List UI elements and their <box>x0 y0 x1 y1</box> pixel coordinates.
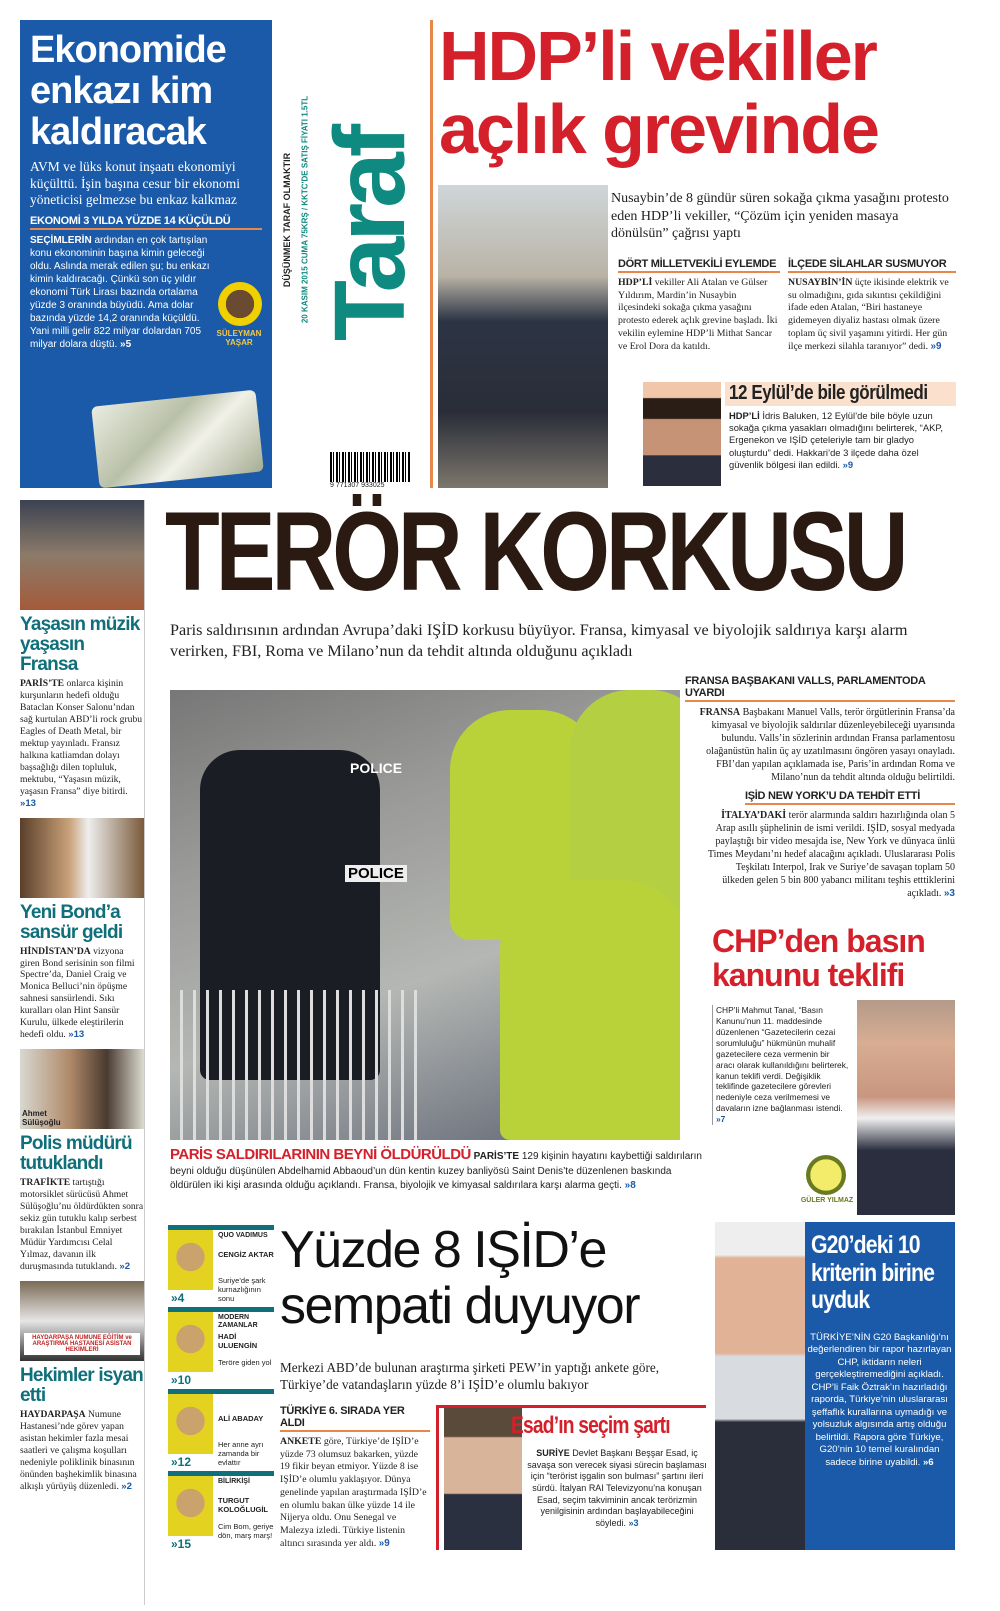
baluken-headline[interactable]: 12 Eylül’de bile görülmedi <box>729 382 928 404</box>
left-item-body: TRAFİKTE tartıştığı motorsiklet sürücüsü Ahmet Sülüşoğlu’nu öldürdükten sonra sekiz gün tutuklu kalıp serbest bırakılan İstanbul Emniyet Müdür Yardımcısı Celal Yılmaz, davanın ilk duruşmasında tutuklandı. »2 <box>20 1177 144 1273</box>
main-deck: Paris saldırısının ardından Avrupa’daki IŞİD korkusu büyüyor. Fransa, kimyasal ve biyolojik saldırıya karşı alarm verirken, FBI, Roma ve Milano’nun da tehdit altında olduğunu açıkladı <box>170 621 908 660</box>
barcode-number: 9 771307 933025 <box>330 482 385 489</box>
economy-author: SÜLEYMAN YAŞAR <box>216 329 262 347</box>
left-item-title[interactable]: Polis müdürü tutuklandı <box>20 1133 132 1175</box>
money-photo <box>91 390 264 489</box>
page-ref-link[interactable]: »5 <box>120 338 132 350</box>
chp-headline[interactable]: CHP’den basın kanunu teklifi <box>712 923 925 993</box>
economy-headline[interactable]: Ekonomide enkazı kim kaldıracak <box>30 29 226 154</box>
columnists <box>168 1225 274 1553</box>
economy-deck: AVM ve lüks konut inşaatı ekonomiyi küçülttü. İşin başına cesur bir ekonomi yöneticisi gelmezse bu enkaz kalkmaz <box>30 159 240 208</box>
main-sidebar-text: FRANSA BAŞBAKANI VALLS, PARLAMENTODA UYARDI FRANSA Başbakanı Manuel Valls, terör örgütlerinin Fransa’da kimyasal ve biyolojik saldırılar düzenleyebileceği uyarısında bulundu. Valls’in sözlerinin ardından Fransa parlamentosu olağanüstün halin üç ay uzatılmasını öngören yasayı onayladı. FBI’dan yapılan açıklamada ise, Paris’in ardından Roma ve Milano’nun da tehdit altında olduğu belirtildi. IŞİD NEW YORK’U DA TEHDİT ETTİ İTALYA’DAKİ terör alarmında saldırı hazırlığında olan 5 Arap asıllı şüphelinin de ismi verildi. IŞİD, sosyal medyada paylaştığı bir video mesajda ise, New York ve dünyaca ünlü Times Meydanı’nı hedef alacağını açıkladı. Uluslararası Polis Teşkilatı Interpol, Irak ve Suriye’de savaşan toplam 50 ülkeden gelen 5 bin 800 yabancı militanı teşhis etttiklerini açıkladı. »3 <box>685 675 955 899</box>
hdp-story <box>430 17 955 488</box>
taraf-logo[interactable]: Taraf <box>314 128 426 342</box>
doctors-photo <box>20 1281 144 1361</box>
isid-body: TÜRKİYE 6. SIRADA YER ALDI ANKETE göre, Türkiye’de IŞİD’e yüzde 73 olumsuz bakarken, yüzde 19 fikir beyan etmiyor. Yüzde 8 ise IŞİD’e olumlu yaklaşıyor. Dünya genelinde yapılan araştırmada IŞİD’e en olumlu bakan ülke yüzde 14 ile Nijerya oldu. Onu Senegal ve Malezya izledi. Türkiye listenin altıncı sırasında yer aldı. »9 <box>280 1405 430 1551</box>
baluken-box: 12 Eylül’de bile görülmedi HDP’Lİ İdris Baluken, 12 Eylül’de bile böyle uzun sokağa çıkma yasakları olmadığını belirterek, “AKP, Ergenekon ve IŞİD çeteleriyle tam bir gladyo oluşturdu” dedi. Hakkari’de 3 ilçede daha özel güvenlik bölgesi ilan edildi. »9 <box>643 382 956 488</box>
g20-box: G20’deki 10 kriterin birine uyduk TÜRKİYE’NİN G20 Başkanlığı’nı değerlendiren bir rapor hazırlayan CHP, iktidarın neleri gerçekleştiremediğini açıkladı. CHP’li Faik Öztrak’ın hazırladığı raporda, Türkiye’nin uluslararası şeffaflık kurallarına uymadığı ve yolsuzluk algısında artış olduğu belirtildi. Rapora göre Türkiye, G20’nin 10 temel kuralından sadece birine uyabildi. »6 <box>715 1222 955 1550</box>
columnist-item[interactable]: MODERN ZAMANLAR HADİ ULUENGİN »10 Teröre giden yol <box>168 1307 274 1387</box>
author-name: GÜLER YILMAZ <box>800 1197 854 1204</box>
left-column <box>20 500 145 1605</box>
esad-headline[interactable]: Esad’ın seçim şartı <box>511 1412 670 1439</box>
bond-photo <box>20 818 144 898</box>
dateline: 20 KASIM 2015 CUMA 75KRŞ / KKTC'DE SATIŞ FİYATI 1.5TL <box>300 95 310 324</box>
left-item-body: HİNDİSTAN’DA vizyona giren Bond serisinin son filmi Spectre’da, Daniel Craig ve Monica Belluci’nin öpüşme sahnesi sansürlendi. Sıkı kuralları olan Hint Sansür Kurulu, ülkede eleştirilerin hedefi oldu. »13 <box>20 945 135 1041</box>
police-label: POLICE <box>350 760 403 776</box>
g20-headline[interactable]: G20’deki 10 kriterin birine uyduk <box>811 1231 935 1314</box>
isid-headline[interactable]: Yüzde 8 IŞİD’e sempati duyuyor <box>280 1221 640 1336</box>
left-item-title[interactable]: Hekimler isyan etti <box>20 1365 143 1407</box>
economy-subhead: EKONOMİ 3 YILDA YÜZDE 14 KÜÇÜLDÜ <box>30 215 262 230</box>
tanal-photo <box>857 1000 955 1215</box>
slogan: DÜŞÜNMEK TARAF OLMAKTIR <box>282 152 292 288</box>
hdp-mps-photo <box>438 185 608 488</box>
left-item-title[interactable]: Yeni Bond’a sansür geldi <box>20 901 123 943</box>
main-headline[interactable]: TERÖR KORKUSU <box>165 489 905 614</box>
hdp-deck: Nusaybin’de 8 gündür süren sokağa çıkma yasağını protesto eden HDP’li vekiller, “Çözüm için yeniden masaya dönülsün” çağrısı yaptı <box>611 191 949 241</box>
left-item-body: HAYDARPAŞA Numune Hastanesi’nde görev yapan asistan hekimler fazla mesai saatleri ve çalışma koşulları nedeniyle poliklinik binasının önünden başhekimlik binasına alkışlı yürüyüş düzenledi. »2 <box>20 1409 137 1492</box>
protest-banner: HAYDARPAŞA NUMUNE EĞİTİM ve ARAŞTIRMA HASTANESİ ASİSTAN HEKİMLERİ <box>24 1333 140 1355</box>
esad-box: Esad’ın seçim şartı SURİYE Devlet Başkanı Beşşar Esad, iç savaşa son verecek siyasi sürecin başlaması için “terörist işgalin son bulması” şartını ileri sürdü. İtalyan RAI Televizyonu’na konuşan Esad, seçim takviminin ancak terörizmin yenilgisinin ardından başlayabileceğini söyledi. »3 <box>436 1405 706 1550</box>
concert-photo <box>20 500 144 610</box>
hdp-col1: DÖRT MİLLETVEKİLİ EYLEMDE HDP’Lİ vekiller Ali Atalan ve Gülser Yıldırım, Mardin’in Nusaybin ilçesindeki sokağa çıkma yasağını protesto ederek açlık grevine başladı. İki vekilin eylemine HDP’li Mithat Sancar ve Erol Dora da katıldı. <box>618 258 780 353</box>
isid-deck: Merkezi ABD’de bulunan araştırma şirketi PEW’in yaptığı ankete göre, Türkiye’de vatandaşların yüzde 8’i IŞİD’e olumlu bakıyor <box>280 1360 660 1392</box>
columnist-item[interactable]: ALİ ABADAY »12 Her anne ayrı zamanda bir evlattır <box>168 1389 274 1469</box>
police-label: POLICE <box>345 865 407 882</box>
columnist-item[interactable]: BİLİRKİŞİ TURGUT KOLOĞLUGİL »15 Cim Bom, geriye dön, marş marş! <box>168 1471 274 1551</box>
economy-box <box>20 20 272 488</box>
hdp-headline[interactable]: HDP’li vekiller açlık grevinde <box>439 17 878 168</box>
hazmat-police-photo <box>170 690 680 1140</box>
economy-author-photo <box>218 282 262 326</box>
sulusoglu-photo <box>20 1049 144 1129</box>
left-item-body: PARİS’TE onlarca kişinin kurşunların hedefi olduğu Bataclan Konser Salonu’ndan sağ kurtulan ABD’li rock grubu Eagles of Death Metal, bir mektup yayınladı. Fransız halkına katliamdan dolayı başsağlığı dilen topluluk, mektubu, “Yaşasın müzik, yaşasın Fransa” diye bitirdi. »13 <box>20 677 143 809</box>
photo-caption: Ahmet Sülüşoğlu <box>22 1109 61 1128</box>
baluken-photo <box>643 382 721 486</box>
hdp-col2: İLÇEDE SİLAHLAR SUSMUYOR NUSAYBİN’İN üçte ikisinde elektrik ve su olmadığını, gıda sıkıntısı çekildiğini ifade eden Atalan, “Biri hastaneye gidemeyen diyaliz hastası olmak üzere toplam üç sivil yaşamını yitirdi. Her gün ilçe merkezi silahla taranıyor” dedi. »9 <box>788 258 956 353</box>
left-item-title[interactable]: Yaşasın müzik yaşasın Fransa <box>20 614 140 675</box>
barcode <box>330 452 410 482</box>
economy-body: SEÇİMLERİN ardından en çok tartışılan konu ekonominin başına kimin geleceği oldu. Aslında merak edilen şu; bu enkazı kimin kaldıracağı. Çünkü son üç yıldır ekonomi Türk Lirası bazında ortalama yüzde 3 oranında büyüdü. Ama dolar bazında yüzde 14,2 oranında küçüldü. Yani milli gelir 822 milyar dolardan 705 milyar dolara düştü. »5 <box>30 234 210 350</box>
masthead <box>280 20 425 488</box>
chp-story: CHP’den basın kanunu teklifi CHP’li Mahmut Tanal, “Basın Kanunu’nun 11. maddesinde düzenlenen “Gazetecilerin cezai sorumluluğu” hükmünün muhalif gazetecilere ceza vermenin bir aracı olarak kullanıldığını belirterek, kanun teklifi verdi. Değişiklik teklifinde gazetecilere görevleri nedeniyle ceza verilmemesi ve davaların izne bağlanması istendi. »7 GÜLER YILMAZ <box>712 925 955 1215</box>
photo-caption: PARİS SALDIRILARININ BEYNİ ÖLDÜRÜLDÜ PARİS’TE 129 kişinin hayatını kaybettiği saldırıların beyni olduğu düşünülen Abdelhamid Abbaoud’un dün kentin kuzey banliyösü Saint Denis’te düzenlenen baskında öldürülen iki kişi arasında olduğu açıklandı. Fransa, biyolojik ve kimyasal saldırılara karşı alarma geçti. »8 <box>170 1146 702 1191</box>
oztrak-photo <box>715 1222 805 1550</box>
columnist-item[interactable]: QUO VADIMUS CENGİZ AKTAR »4 Suriye’de şark kurnazlığının sonu <box>168 1225 274 1305</box>
author-photo <box>806 1155 846 1195</box>
